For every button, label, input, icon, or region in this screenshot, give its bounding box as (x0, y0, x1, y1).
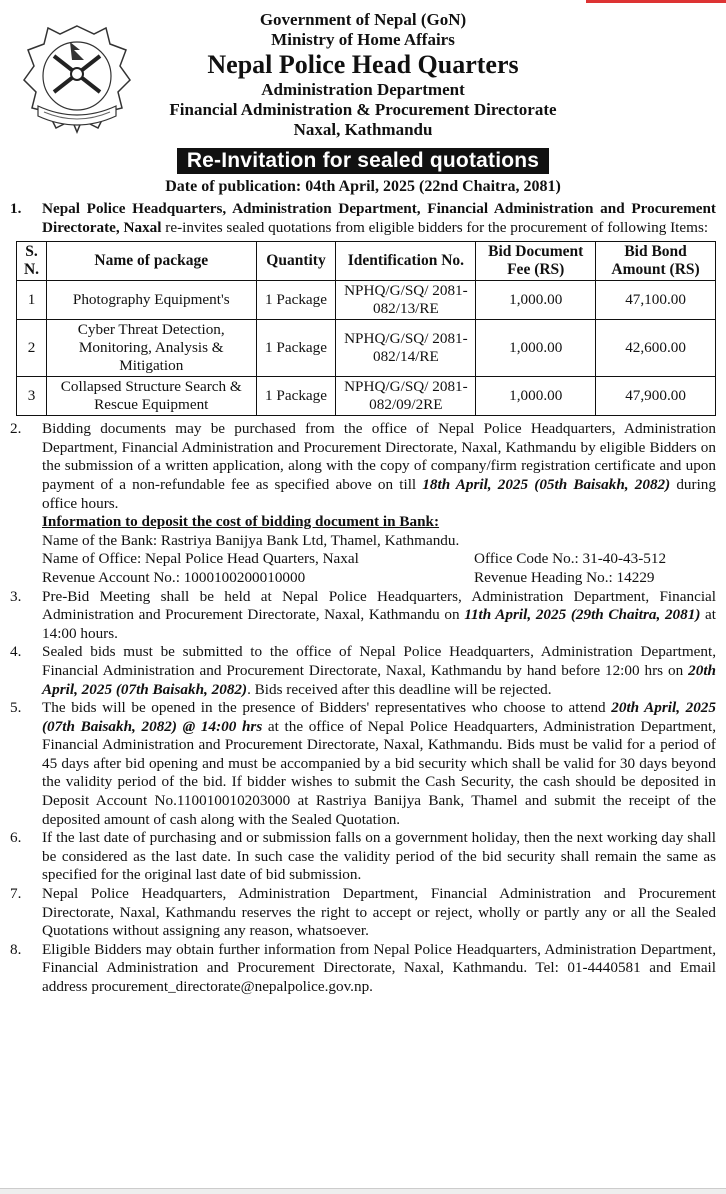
clause-part: . Bids received after this deadline will be rejected. (247, 680, 552, 698)
col-identification: Identification No. (336, 242, 476, 281)
department-name: Administration Department (261, 80, 465, 99)
publication-date: Date of publication: 04th April, 2025 (22nd Chaitra, 2081) (165, 178, 561, 195)
clause-number: 1. (10, 200, 22, 217)
revenue-account: Revenue Account No.: 1000100200010000 (42, 568, 306, 586)
clause-number: 2. (10, 420, 22, 438)
purchase-deadline: 18th April, 2025 (05th Baisakh, 2082) (422, 475, 671, 493)
office-name: Name of Office: Nepal Police Head Quarters, Naxal (42, 550, 359, 568)
revenue-heading: Revenue Heading No.: 14229 (474, 568, 655, 586)
cell-quantity: 1 Package (256, 281, 336, 320)
cell-package: Collapsed Structure Search & Rescue Equipment (46, 377, 256, 416)
clause-7 (10, 885, 716, 941)
clause-part: The bids will be opened in the presence of Bidders' representatives who choose to attend (42, 699, 612, 717)
cell-bid-bond: 47,100.00 (596, 281, 716, 320)
location: Naxal, Kathmandu (293, 120, 433, 139)
clause-text: Nepal Police Headquarters, Administration Department, Financial Administration and Procurement Directorate, Naxal, Kathmandu reserves the right to accept or reject, wholly or partly any or all the Sealed Quotations without assigning any reason, whatsoever. (42, 885, 716, 940)
clause-8 (10, 941, 716, 997)
col-package: Name of package (46, 242, 256, 281)
notice-title: Re-Invitation for sealed quotations (177, 148, 549, 174)
clause-text (42, 699, 716, 829)
notice-body (10, 200, 716, 997)
cell-bid-fee: 1,000.00 (476, 281, 596, 320)
letterhead (0, 10, 726, 140)
clause-part: at the office of Nepal Police Headquarters, Administration Department, Financial Administration and Procurement Directorate, Naxal, Kathmandu. Bids must be valid for a period of 45 days after bid opening and must be accompanied by a bid security which shall be valid for 30 days beyond the validity period of the bid. If bidder wishes to submit the Cash Security, the cash should be deposited in Deposit Account No.110010010203000 at Rastriya Banijya Bank, Thamel and submit the receipt of the deposited amount of cash along with the Sealed Quotation. (42, 717, 717, 828)
clause-part: at 14:00 hours. (42, 606, 716, 642)
clause-text: Eligible Bidders may obtain further information from Nepal Police Headquarters, Administration Department, Financial Administration and Procurement Directorate, Naxal, Kathmandu. Tel: 01-4440581 and Email address procurement_directorate@nepalpolice.gov.np. (42, 940, 716, 995)
cell-identification: NPHQ/G/SQ/ 2081-082/13/RE (336, 281, 476, 320)
clause-5 (10, 699, 716, 829)
cell-quantity: 1 Package (256, 320, 336, 377)
col-bid-bond: Bid Bond Amount (RS) (596, 242, 716, 281)
clause-2 (10, 420, 716, 513)
bank-office-row (42, 550, 716, 569)
clause-text (42, 588, 716, 644)
cell-identification: NPHQ/G/SQ/ 2081-082/14/RE (336, 320, 476, 377)
clause-part: Sealed bids must be submitted to the office of Nepal Police Headquarters, Administration Department, Financial Administration and Procurement Directorate, Naxal, Kathmandu by hand before 12:00 hrs on (42, 643, 716, 679)
clause-1 (10, 200, 716, 237)
cell-bid-fee: 1,000.00 (476, 320, 596, 377)
col-sn: S. N. (17, 242, 47, 281)
bottom-edge (0, 1188, 726, 1194)
clause-text: If the last date of purchasing and or submission falls on a government holiday, then the next working day shall be considered as the last date. In such case the validity period of the bid security shall remain the same as specified for the original last date of bid submission. (42, 829, 716, 884)
clause-number: 7. (10, 885, 22, 903)
clause-text (42, 420, 716, 513)
clause-part: Bidding documents may be purchased from the office of Nepal Police Headquarters, Administration Department, Financial Administration and Procurement Directorate, Naxal, Kathmandu by eligible Bidders on the submission of a written application, along with the copy of company/firm registration certificate and upon payment of a non-refundable fee as specified above on till (42, 420, 716, 493)
col-bid-fee: Bid Document Fee (RS) (476, 242, 596, 281)
cell-sn: 1 (17, 281, 47, 320)
clause-number: 4. (10, 643, 22, 661)
bank-name: Name of the Bank: Rastriya Banijya Bank Ltd, Thamel, Kathmandu. (42, 531, 460, 549)
clause-4 (10, 643, 716, 699)
top-accent-line (586, 0, 726, 3)
clause-number: 5. (10, 699, 22, 717)
table-row (17, 320, 716, 377)
cell-quantity: 1 Package (256, 377, 336, 416)
cell-bid-fee: 1,000.00 (476, 377, 596, 416)
gov-name: Government of Nepal (GoN) (259, 10, 467, 29)
cell-sn: 3 (17, 377, 47, 416)
clause-6 (10, 829, 716, 885)
table-header-row (17, 242, 716, 281)
notice-title-wrap (0, 148, 726, 174)
clause-number: 6. (10, 829, 22, 847)
table-row (17, 281, 716, 320)
clause-part: Pre-Bid Meeting shall be held at Nepal Police Headquarters, Administration Department, Financial Administration and Procurement Directorate, Naxal, Kathmandu on (42, 587, 716, 624)
cell-package: Photography Equipment's (46, 281, 256, 320)
clause-text (42, 643, 716, 699)
clause-bold: Nepal Police Headquarters, Administration Department, Financial Administration and Procurement Directorate, Naxal (42, 200, 716, 236)
office-code: Office Code No.: 31-40-43-512 (474, 550, 667, 568)
ministry-name: Ministry of Home Affairs (271, 30, 455, 49)
bank-info-heading: Information to deposit the cost of bidding document in Bank: (42, 513, 440, 531)
table-row (17, 377, 716, 416)
clause-part: during office hours. (42, 475, 716, 512)
clause-number: 8. (10, 940, 22, 958)
clause-3 (10, 588, 716, 644)
bank-info (42, 513, 716, 587)
cell-bid-bond: 47,900.00 (596, 377, 716, 416)
cell-package: Cyber Threat Detection, Monitoring, Analysis & Mitigation (46, 320, 256, 377)
cell-bid-bond: 42,600.00 (596, 320, 716, 377)
packages-table (16, 241, 716, 416)
bank-revenue-row (42, 569, 716, 588)
cell-identification: NPHQ/G/SQ/ 2081-082/09/2RE (336, 377, 476, 416)
organization-name: Nepal Police Head Quarters (207, 50, 519, 79)
clause-text (42, 200, 716, 237)
col-quantity: Quantity (256, 242, 336, 281)
submission-deadline: 20th April, 2025 (07th Baisakh, 2082) (42, 661, 716, 698)
opening-date: 20th April, 2025 (07th Baisakh, 2082) @ 14:00 hrs (42, 699, 716, 735)
cell-sn: 2 (17, 320, 47, 377)
clause-rest: re-invites sealed quotations from eligible bidders for the procurement of following Items: (161, 218, 709, 236)
directorate-name: Financial Administration & Procurement Directorate (169, 100, 557, 119)
clause-number: 3. (10, 587, 22, 605)
prebid-date: 11th April, 2025 (29th Chaitra, 2081) (464, 606, 701, 624)
